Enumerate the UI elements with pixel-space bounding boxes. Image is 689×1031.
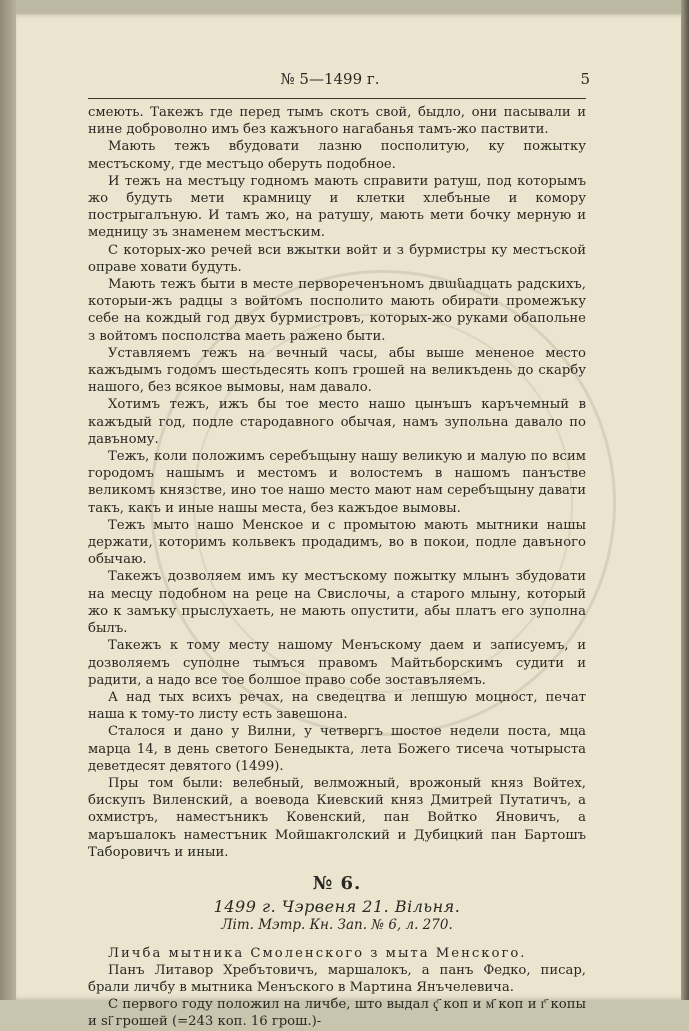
paragraph: С которых-жо речей вси вжытки войт и з бурмистры ку местъской оправе ховати будуть.	[88, 242, 586, 275]
paragraph: Тежъ мыто нашо Менское и с промытою мають мытники нашы держати, которимъ кольвекъ продадимъ, во в покои, подле давъного обычаю.	[88, 517, 586, 568]
paragraph: Пры том были: велебный, велможный, врожоный княз Войтех, бискупъ Виленский, а воевода Киевский княз Дмитрей Путатичъ, а охмистръ, наместъникъ Ковенский, пан Войтко Яновичъ, а маръшалокъ наместъник Мойшакголский и Дубицкий пан Бартошъ Таборовичъ и иныи.	[88, 775, 586, 860]
paragraph: С первого году положил на личбе, што выдал ҁ҃ коп и м҃ коп и г҃ копы и ѕі҃ грошей (=243 коп. 16 грош.)-	[88, 997, 586, 1030]
paragraph: Такежъ дозволяем имъ ку местъскому пожытку млынъ збудовати на месцу подобном на реце на Свислочы, а старого млыну, который жо к замъку прыслухаеть, не мають опустити, абы платъ его зуполна былъ.	[88, 569, 586, 637]
paragraph: Тежъ, коли положимъ серебъщыну нашу великую и малую по всим городомъ нашымъ и местомъ и волостемъ в нашомъ панъстве великомъ князстве, ино тое нашо место мают нам серебъщыну давати такъ, какъ и иные нашы места, без кажъдое вымовы.	[88, 449, 586, 516]
paragraph: И тежъ на местъцу годномъ мають справити ратуш, под которымъ жо будуть мети крамницу и клетки хлебъные и комору пострыгалъную. И тамъ жо, на ратушу, мають мети бочку мерную и медницу зъ знаменем местъским.	[88, 173, 586, 241]
header-title: № 5—1499 г.	[280, 70, 380, 88]
paragraph: Такежъ к тому месту нашому Менъскому даем и записуемъ, и дозволяемъ суполне тымъся правомъ Майтьборскимъ судити и радити, а надо все тое болшое право собе зоставъляемъ.	[88, 638, 586, 688]
paragraph: Сталося и дано у Вилни, у четвергъ шостое недели поста, мца марца 14, в день светого Бенедыкта, лета Божего тисеча чотырыста деветдесят девятого (1499).	[88, 724, 586, 774]
document-date-place: 1499 г. Чэрвеня 21. Вільня.	[213, 897, 461, 917]
document-title: Личба мытника Смоленского з мыта Менского.	[108, 945, 527, 961]
paragraph: Уставляемъ тежъ на вечный часы, абы выше мененое место кажъдымъ годомъ шестьдесять копъ грошей на великъдень до скарбу нашого, без всякое вымовы, нам давало.	[88, 345, 586, 396]
page-number: 5	[580, 70, 590, 88]
paragraph: Мають тежъ вбудовати лазню посполитую, ку пожытку местъскому, где местъцо оберуть подобное.	[88, 139, 586, 172]
main-text	[88, 104, 586, 1031]
running-header	[80, 70, 590, 94]
page-top-edge	[16, 0, 689, 14]
paragraph: А над тых всихъ речах, на сведецтва и лепшую моцност, печат наша к тому-то листу есть завешона.	[88, 689, 586, 723]
paragraph: Панъ Литавор Хребътовичъ, маршалокъ, а панъ Федко, писар, брали личбу в мытника Менъского в Мартина Янъчелевича.	[88, 962, 586, 995]
paragraph: смеють. Такежъ где перед тымъ скотъ свой, быдло, они пасывали и нине доброволно имъ без кажъного нагабанья тамъ-жо паствити.	[88, 105, 586, 138]
document-source: Літ. Мэтр. Кн. Зап. № 6, л. 270.	[221, 917, 453, 934]
page-right-edge	[681, 0, 689, 1000]
header-rule	[88, 98, 586, 99]
paragraph: Хотимъ тежъ, ижъ бы тое место нашо цынъшъ каръчемный в кажъдый год, подле стародавного обычая, намъ зупольна давало по давъному.	[88, 397, 586, 447]
document-number: № 6.	[312, 872, 362, 894]
book-spine	[0, 0, 16, 1000]
paragraph: Мають тежъ быти в месте первореченъномъ двանадцать радскихъ, которыи-жъ радцы з войтомъ посполито мають обирати промежъку себе на кождый год двух бурмистровъ, которых-жо руками обапольне з войтомъ посполства маеть ражено быти.	[88, 277, 586, 344]
